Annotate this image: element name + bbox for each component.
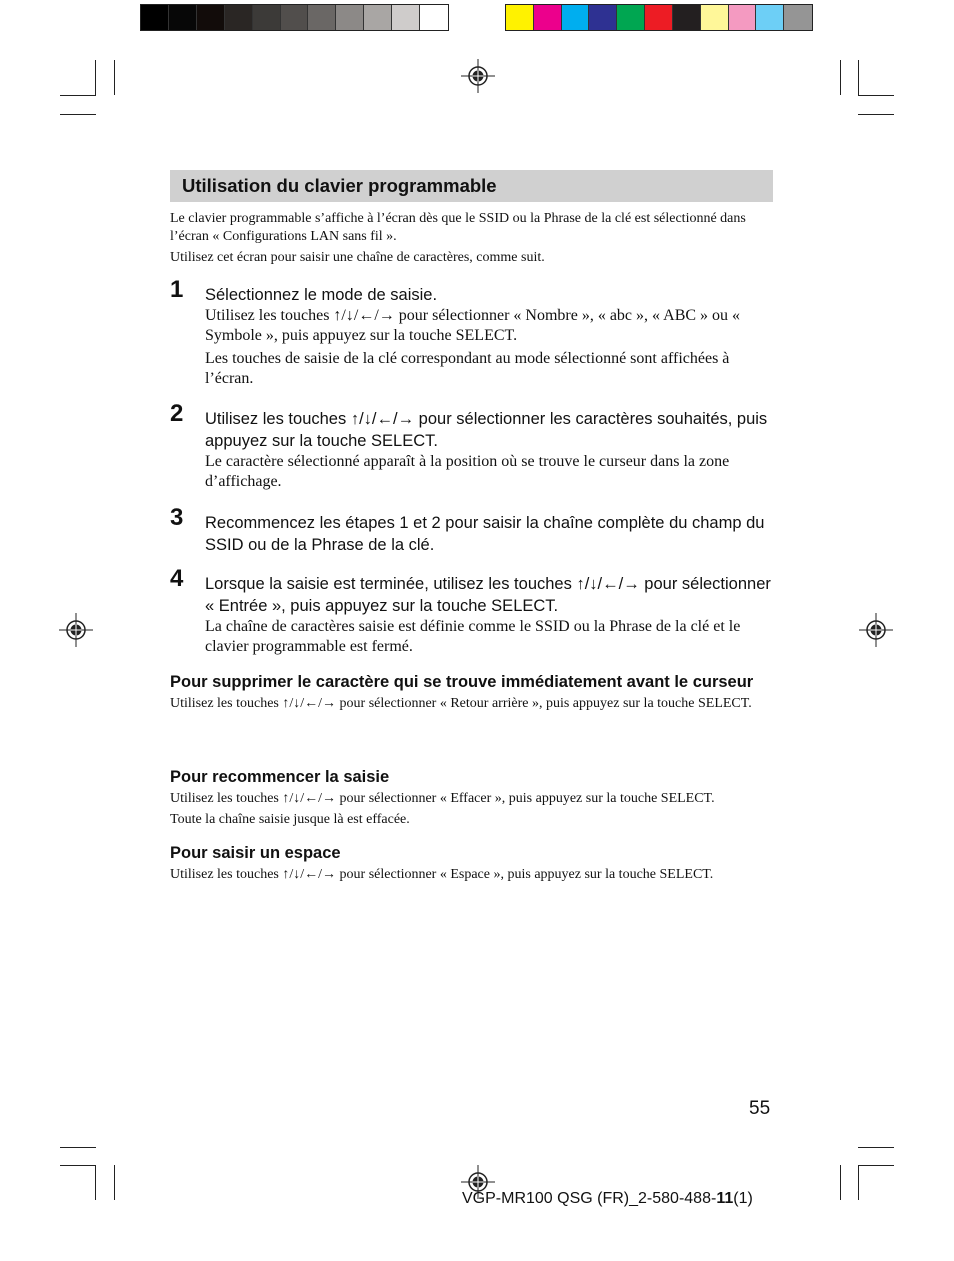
color-swatch (729, 5, 757, 30)
section-title: Utilisation du clavier programmable (170, 170, 773, 202)
color-swatch (169, 5, 197, 30)
subsection-text: Utilisez les touches ↑/↓/←/→ pour sélectionner « Retour arrière », puis appuyez sur la touche SELECT. (170, 696, 752, 711)
crop-mark (858, 1165, 859, 1200)
subsection-text: Toute la chaîne saisie jusque là est effacée. (170, 812, 410, 827)
arrow-keys-icon: ↑/↓/←/→ (282, 791, 337, 806)
arrow-keys-icon: ↑/↓/←/→ (282, 867, 337, 882)
arrow-keys-icon: ↑/↓/←/→ (350, 410, 415, 428)
subsection-title: Pour saisir un espace (170, 844, 341, 862)
color-swatch (336, 5, 364, 30)
color-swatch (141, 5, 169, 30)
crop-mark (60, 1165, 96, 1166)
subsection-title: Pour recommencer la saisie (170, 768, 390, 786)
color-swatch (225, 5, 253, 30)
intro-paragraph: Le clavier programmable s’affiche à l’écran dès que le SSID ou la Phrase de la clé est sélectionné dans l’écran « Configurations LAN sans fil ». (170, 211, 746, 244)
step-heading: Sélectionnez le mode de saisie. (205, 286, 438, 304)
arrow-keys-icon: ↑/↓/←/→ (576, 575, 640, 593)
step-number: 2 (170, 400, 184, 427)
color-swatch (364, 5, 392, 30)
subsection-title: Pour supprimer le caractère qui se trouve immédiatement avant le curseur (170, 673, 754, 691)
crop-mark (858, 1147, 894, 1148)
color-swatch (673, 5, 701, 30)
step-detail: Le caractère sélectionné apparaît à la position où se trouve le curseur dans la zone d’affichage. (205, 453, 730, 490)
arrow-keys-icon: ↑/↓/←/→ (282, 696, 337, 711)
color-swatch (784, 5, 812, 30)
crop-mark (858, 1165, 894, 1166)
color-swatch (589, 5, 617, 30)
color-swatch (392, 5, 420, 30)
step-1 (170, 276, 774, 389)
step-detail: Utilisez les touches ↑/↓/←/→ pour sélectionner « Nombre », « abc », « ABC » ou « Symbole », puis appuyez sur la touche SELECT. (205, 307, 741, 344)
crop-mark (858, 114, 894, 115)
color-swatch (253, 5, 281, 30)
crop-mark (858, 95, 894, 96)
color-swatch (617, 5, 645, 30)
process-color-bar (505, 4, 813, 31)
subsection-text: Utilisez les touches ↑/↓/←/→ pour sélectionner « Espace », puis appuyez sur la touche SELECT. (170, 867, 714, 882)
crop-mark (60, 95, 96, 96)
step-detail: La chaîne de caractères saisie est définie comme le SSID ou la Phrase de la clé et le clavier programmable est fermé. (205, 618, 741, 655)
color-swatch (701, 5, 729, 30)
color-swatch (420, 5, 448, 30)
color-swatch (197, 5, 225, 30)
color-swatch (534, 5, 562, 30)
step-3 (170, 504, 774, 556)
color-swatch (281, 5, 309, 30)
footer-doc-code: VGP-MR100 QSG (FR)_2-580-488-11(1) (462, 1190, 753, 1207)
section-intro (170, 210, 774, 267)
subsection-space (170, 842, 774, 884)
subsection-restart (170, 766, 774, 829)
subsection-text: Utilisez les touches ↑/↓/←/→ pour sélectionner « Effacer », puis appuyez sur la touche SELECT. (170, 791, 715, 806)
color-swatch (756, 5, 784, 30)
crop-mark (114, 60, 115, 95)
registration-mark-icon (59, 613, 93, 647)
step-number: 4 (170, 565, 184, 592)
step-heading: Lorsque la saisie est terminée, utilisez les touches ↑/↓/←/→ pour sélectionner « Entrée », puis appuyez sur la touche SELECT. (205, 575, 771, 615)
step-2 (170, 400, 774, 492)
step-number: 1 (170, 276, 184, 303)
color-swatch (506, 5, 534, 30)
color-swatch (645, 5, 673, 30)
step-heading: Recommencez les étapes 1 et 2 pour saisir la chaîne complète du champ du SSID ou de la Phrase de la clé. (205, 514, 765, 554)
crop-mark (95, 60, 96, 95)
color-swatch (562, 5, 590, 30)
crop-mark (840, 60, 841, 95)
registration-mark-icon (859, 613, 893, 647)
crop-mark (858, 60, 859, 95)
crop-mark (60, 1147, 96, 1148)
step-4 (170, 565, 774, 657)
step-detail: Les touches de saisie de la clé correspondant au mode sélectionné sont affichées à l’écran. (205, 350, 730, 387)
gray-color-bar (140, 4, 449, 31)
step-heading: Utilisez les touches ↑/↓/←/→ pour sélectionner les caractères souhaités, puis appuyez sur la touche SELECT. (205, 410, 768, 450)
registration-mark-icon (461, 59, 495, 93)
page-number: 55 (749, 1098, 771, 1119)
intro-paragraph: Utilisez cet écran pour saisir une chaîne de caractères, comme suit. (170, 250, 545, 265)
crop-mark (95, 1165, 96, 1200)
crop-mark (60, 114, 96, 115)
step-number: 3 (170, 504, 184, 531)
color-swatch (308, 5, 336, 30)
arrow-keys-icon: ↑/↓/←/→ (333, 307, 395, 324)
crop-mark (114, 1165, 115, 1200)
subsection-delete (170, 671, 774, 713)
crop-mark (840, 1165, 841, 1200)
